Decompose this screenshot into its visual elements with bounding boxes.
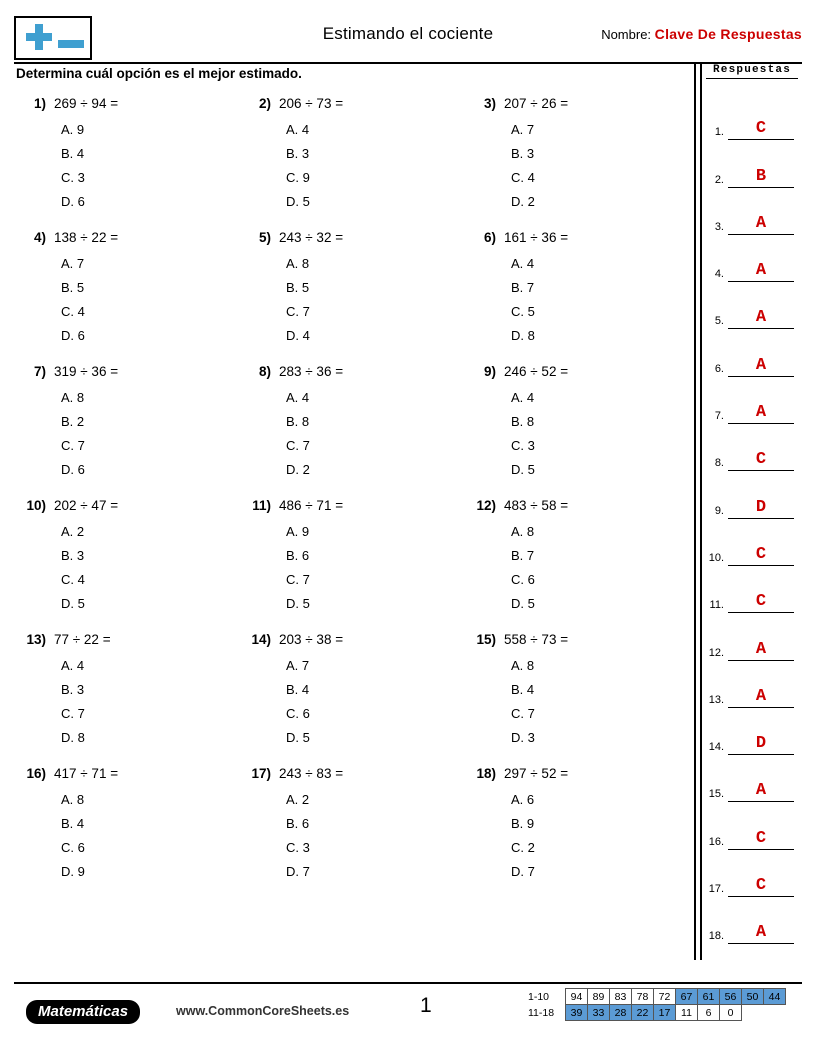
answer-key-row — [706, 282, 802, 329]
question-number: 7) — [33, 364, 46, 379]
answer-key-index: 3. — [714, 220, 724, 233]
choice-a[interactable]: A. 8 — [61, 792, 85, 807]
answer-key-index: 14. — [708, 741, 724, 754]
scale-cell: 17 — [654, 1005, 676, 1021]
answer-key-index: 6. — [714, 362, 724, 375]
answer-key-row — [706, 519, 802, 566]
question-item-12 — [464, 498, 689, 616]
question-text: 161 ÷ 36 = — [504, 230, 569, 245]
answer-key-value: A — [755, 261, 767, 281]
question-row — [14, 230, 690, 348]
answer-key-value: A — [755, 308, 767, 328]
choice-a[interactable]: A. 8 — [511, 658, 535, 673]
scale-cell-empty — [764, 1005, 786, 1021]
question-row — [14, 498, 690, 616]
choice-c[interactable]: C. 3 — [286, 840, 310, 855]
answer-key-index: 2. — [714, 173, 724, 186]
answer-key-line — [728, 917, 794, 944]
answer-key-value: C — [755, 828, 767, 848]
answer-key-line — [728, 208, 794, 235]
question-item-11 — [239, 498, 464, 616]
choice-c[interactable]: C. 9 — [286, 170, 310, 185]
answer-key-value: A — [755, 355, 767, 375]
choice-b[interactable]: B. 4 — [61, 146, 85, 161]
question-number: 4) — [33, 230, 46, 245]
answer-key-index: 13. — [708, 693, 724, 706]
page-title: Estimando el cociente — [322, 24, 494, 43]
answer-key-index: 15. — [708, 788, 724, 801]
answer-key-line — [728, 539, 794, 566]
answer-key-row — [706, 471, 802, 518]
choice-b[interactable]: B. 8 — [286, 414, 310, 429]
answer-key-row — [706, 235, 802, 282]
answer-key-divider-right — [700, 62, 702, 960]
question-text: 283 ÷ 36 = — [279, 364, 344, 379]
question-item-4 — [14, 230, 239, 348]
scale-cell: 6 — [698, 1005, 720, 1021]
scale-cell: 61 — [698, 989, 720, 1005]
answer-key — [706, 64, 802, 944]
choice-a[interactable]: A. 8 — [511, 524, 535, 539]
choice-c[interactable]: C. 6 — [61, 840, 85, 855]
question-item-18 — [464, 766, 689, 884]
answer-key-row — [706, 140, 802, 187]
answer-key-row — [706, 802, 802, 849]
answer-key-value: A — [755, 781, 767, 801]
question-number: 13) — [26, 632, 46, 647]
question-number: 1) — [33, 96, 46, 111]
question-item-7 — [14, 364, 239, 482]
choice-c[interactable]: C. 7 — [286, 572, 310, 587]
footer-divider — [14, 982, 802, 984]
answer-key-line — [728, 775, 794, 802]
answer-key-index: 18. — [708, 930, 724, 943]
choice-b[interactable]: B. 3 — [286, 146, 310, 161]
question-item-1 — [14, 96, 239, 214]
choice-d[interactable]: D. 3 — [511, 730, 535, 745]
choice-b[interactable]: B. 6 — [286, 816, 310, 831]
question-text: 243 ÷ 83 = — [279, 766, 344, 781]
choice-b[interactable]: B. 2 — [61, 414, 85, 429]
scale-cell: 50 — [742, 989, 764, 1005]
question-item-16 — [14, 766, 239, 884]
choice-a[interactable]: A. 2 — [61, 524, 85, 539]
scale-cell: 56 — [720, 989, 742, 1005]
choice-a[interactable]: A. 8 — [286, 256, 310, 271]
question-item-8 — [239, 364, 464, 482]
answer-key-value: C — [755, 119, 767, 139]
choice-d[interactable]: D. 2 — [511, 194, 535, 209]
answer-key-index: 16. — [708, 835, 724, 848]
website-url[interactable]: www.CommonCoreSheets.es — [176, 1004, 350, 1018]
choice-c[interactable]: C. 7 — [61, 706, 85, 721]
choice-b[interactable]: B. 3 — [61, 682, 85, 697]
answer-key-line — [728, 681, 794, 708]
choice-d[interactable]: D. 8 — [61, 730, 85, 745]
choice-c[interactable]: C. 3 — [511, 438, 535, 453]
answer-key-line — [728, 586, 794, 613]
question-item-17 — [239, 766, 464, 884]
question-item-5 — [239, 230, 464, 348]
page-header — [14, 16, 802, 60]
answer-key-value: C — [755, 450, 767, 470]
choice-a[interactable]: A. 2 — [286, 792, 310, 807]
choice-d[interactable]: D. 4 — [286, 328, 310, 343]
answer-key-value: D — [755, 734, 767, 754]
question-text: 243 ÷ 32 = — [279, 230, 344, 245]
choice-c[interactable]: C. 4 — [511, 170, 535, 185]
page-number: 1 — [420, 994, 432, 1017]
question-text: 246 ÷ 52 = — [504, 364, 569, 379]
answer-key-value: D — [755, 497, 767, 517]
question-number: 9) — [483, 364, 496, 379]
grading-scale-row-2 — [528, 1005, 786, 1021]
question-text: 319 ÷ 36 = — [54, 364, 119, 379]
header-divider — [14, 62, 802, 64]
choice-d[interactable]: D. 5 — [286, 730, 310, 745]
question-number: 11) — [252, 498, 271, 513]
choice-b[interactable]: B. 5 — [286, 280, 310, 295]
choice-d[interactable]: D. 5 — [511, 462, 535, 477]
grading-scale-row-1 — [528, 989, 786, 1005]
scale-cell: 94 — [566, 989, 588, 1005]
choice-d[interactable]: D. 6 — [61, 328, 85, 343]
question-number: 10) — [26, 498, 46, 513]
answer-key-row — [706, 329, 802, 376]
answer-key-row — [706, 566, 802, 613]
answer-key-value: C — [755, 592, 767, 612]
answer-key-value: A — [755, 923, 767, 943]
scale-cell: 83 — [610, 989, 632, 1005]
scale-cell: 0 — [720, 1005, 742, 1021]
question-number: 8) — [258, 364, 271, 379]
answer-key-divider-left — [694, 62, 696, 960]
question-text: 269 ÷ 94 = — [54, 96, 119, 111]
answer-key-row — [706, 188, 802, 235]
question-number: 3) — [483, 96, 496, 111]
question-row — [14, 364, 690, 482]
answer-key-line — [728, 397, 794, 424]
question-text: 417 ÷ 71 = — [54, 766, 119, 781]
choice-d[interactable]: D. 6 — [61, 462, 85, 477]
answer-key-row — [706, 93, 802, 140]
choice-a[interactable]: A. 4 — [511, 256, 535, 271]
choice-c[interactable]: C. 4 — [61, 572, 85, 587]
answer-key-value: B — [755, 166, 767, 186]
name-label: Nombre: — [601, 27, 652, 42]
choice-a[interactable]: A. 4 — [286, 122, 310, 137]
question-text: 207 ÷ 26 = — [504, 96, 569, 111]
choice-d[interactable]: D. 6 — [61, 194, 85, 209]
choice-d[interactable]: D. 9 — [61, 864, 85, 879]
choice-c[interactable]: C. 4 — [61, 304, 85, 319]
choice-a[interactable]: A. 4 — [511, 390, 535, 405]
answer-key-line — [728, 634, 794, 661]
scale-cell: 33 — [588, 1005, 610, 1021]
question-number: 5) — [258, 230, 271, 245]
question-number: 18) — [476, 766, 496, 781]
name-field — [601, 26, 802, 42]
choice-d[interactable]: D. 5 — [286, 194, 310, 209]
question-item-2 — [239, 96, 464, 214]
choice-b[interactable]: B. 4 — [61, 816, 85, 831]
answer-key-row — [706, 424, 802, 471]
scale-cell: 22 — [632, 1005, 654, 1021]
question-item-15 — [464, 632, 689, 750]
answer-key-line — [728, 823, 794, 850]
answer-key-value: A — [755, 639, 767, 659]
question-number: 12) — [476, 498, 496, 513]
answer-key-index: 17. — [708, 883, 724, 896]
choice-a[interactable]: A. 6 — [511, 792, 535, 807]
choice-d[interactable]: D. 5 — [286, 596, 310, 611]
answer-key-index: 11. — [709, 599, 724, 612]
choice-b[interactable]: B. 9 — [511, 816, 535, 831]
choice-d[interactable]: D. 7 — [511, 864, 535, 879]
question-item-3 — [464, 96, 689, 214]
question-text: 486 ÷ 71 = — [279, 498, 344, 513]
answer-key-row — [706, 377, 802, 424]
answer-key-row — [706, 708, 802, 755]
answer-key-row — [706, 661, 802, 708]
scale-cell: 67 — [676, 989, 698, 1005]
question-item-9 — [464, 364, 689, 482]
question-row — [14, 766, 690, 884]
question-text: 483 ÷ 58 = — [504, 498, 569, 513]
answer-key-index: 8. — [714, 457, 724, 470]
answer-key-line — [728, 113, 794, 140]
answer-key-index: 12. — [708, 646, 724, 659]
answer-key-index: 9. — [714, 504, 724, 517]
scale-cell: 89 — [588, 989, 610, 1005]
answer-key-value: A — [755, 403, 767, 423]
scale-cell: 78 — [632, 989, 654, 1005]
choice-a[interactable]: A. 7 — [511, 122, 535, 137]
question-number: 15) — [476, 632, 496, 647]
answer-key-line — [728, 302, 794, 329]
choice-c[interactable]: C. 7 — [511, 706, 535, 721]
question-text: 558 ÷ 73 = — [504, 632, 569, 647]
question-number: 16) — [26, 766, 46, 781]
question-text: 77 ÷ 22 = — [54, 632, 111, 647]
choice-a[interactable]: A. 9 — [61, 122, 85, 137]
answer-key-row — [706, 897, 802, 944]
choice-c[interactable]: C. 7 — [286, 304, 310, 319]
answer-key-index: 1. — [714, 126, 724, 139]
question-row — [14, 96, 690, 214]
choice-a[interactable]: A. 7 — [61, 256, 85, 271]
question-text: 138 ÷ 22 = — [54, 230, 119, 245]
answer-key-value: A — [755, 686, 767, 706]
answer-key-index: 4. — [714, 268, 724, 281]
answer-key-index: 7. — [714, 410, 724, 423]
choice-d[interactable]: D. 5 — [61, 596, 85, 611]
choice-b[interactable]: B. 5 — [61, 280, 85, 295]
question-text: 202 ÷ 47 = — [54, 498, 119, 513]
answer-key-value: A — [755, 213, 767, 233]
instructions: Determina cuál opción es el mejor estimado. — [16, 66, 302, 81]
answer-key-title: Respuestas — [706, 64, 798, 79]
answer-key-value: C — [755, 544, 767, 564]
choice-d[interactable]: D. 2 — [286, 462, 310, 477]
scale-row-label: 1-10 — [528, 990, 550, 1003]
question-number: 17) — [251, 766, 271, 781]
scale-cell: 11 — [676, 1005, 698, 1021]
question-text: 297 ÷ 52 = — [504, 766, 569, 781]
choice-a[interactable]: A. 9 — [286, 524, 310, 539]
question-number: 6) — [483, 230, 496, 245]
choice-b[interactable]: B. 8 — [511, 414, 535, 429]
choice-b[interactable]: B. 7 — [511, 280, 535, 295]
answer-key-index: 5. — [714, 315, 724, 328]
answer-key-line — [728, 161, 794, 188]
scale-cell: 39 — [566, 1005, 588, 1021]
answer-key-line — [728, 728, 794, 755]
choice-b[interactable]: B. 3 — [511, 146, 535, 161]
choice-c[interactable]: C. 7 — [286, 438, 310, 453]
choice-b[interactable]: B. 4 — [511, 682, 535, 697]
choice-b[interactable]: B. 7 — [511, 548, 535, 563]
choice-c[interactable]: C. 6 — [511, 572, 535, 587]
choice-b[interactable]: B. 3 — [61, 548, 85, 563]
choice-c[interactable]: C. 3 — [61, 170, 85, 185]
scale-cell: 28 — [610, 1005, 632, 1021]
answer-key-line — [728, 870, 794, 897]
question-number: 2) — [258, 96, 271, 111]
choice-c[interactable]: C. 6 — [286, 706, 310, 721]
answer-key-line — [728, 255, 794, 282]
choice-d[interactable]: D. 5 — [511, 596, 535, 611]
choice-a[interactable]: A. 4 — [61, 658, 85, 673]
choice-a[interactable]: A. 7 — [286, 658, 310, 673]
question-row — [14, 632, 690, 750]
choice-c[interactable]: C. 7 — [61, 438, 85, 453]
question-item-13 — [14, 632, 239, 750]
choice-b[interactable]: B. 4 — [286, 682, 310, 697]
answer-key-line — [728, 350, 794, 377]
scale-cell: 72 — [654, 989, 676, 1005]
question-item-10 — [14, 498, 239, 616]
question-item-6 — [464, 230, 689, 348]
choice-a[interactable]: A. 8 — [61, 390, 85, 405]
answer-key-index: 10. — [708, 551, 724, 564]
choice-d[interactable]: D. 7 — [286, 864, 310, 879]
name-value: Clave De Respuestas — [654, 26, 802, 42]
answer-key-line — [728, 444, 794, 471]
answer-key-row — [706, 755, 802, 802]
brand-badge: Matemáticas — [26, 1000, 140, 1024]
scale-cell-empty — [742, 1005, 764, 1021]
scale-cell: 44 — [764, 989, 786, 1005]
choice-c[interactable]: C. 2 — [511, 840, 535, 855]
choice-c[interactable]: C. 5 — [511, 304, 535, 319]
questions-area — [14, 96, 690, 900]
choice-b[interactable]: B. 6 — [286, 548, 310, 563]
question-number: 14) — [251, 632, 271, 647]
choice-a[interactable]: A. 4 — [286, 390, 310, 405]
answer-key-line — [728, 492, 794, 519]
scale-row-label: 11-18 — [528, 1006, 555, 1019]
answer-key-list — [706, 93, 802, 944]
question-text: 203 ÷ 38 = — [279, 632, 344, 647]
choice-d[interactable]: D. 8 — [511, 328, 535, 343]
question-text: 206 ÷ 73 = — [279, 96, 344, 111]
answer-key-row — [706, 613, 802, 660]
answer-key-row — [706, 850, 802, 897]
answer-key-value: C — [755, 876, 767, 896]
question-item-14 — [239, 632, 464, 750]
grading-scale — [528, 988, 786, 1021]
